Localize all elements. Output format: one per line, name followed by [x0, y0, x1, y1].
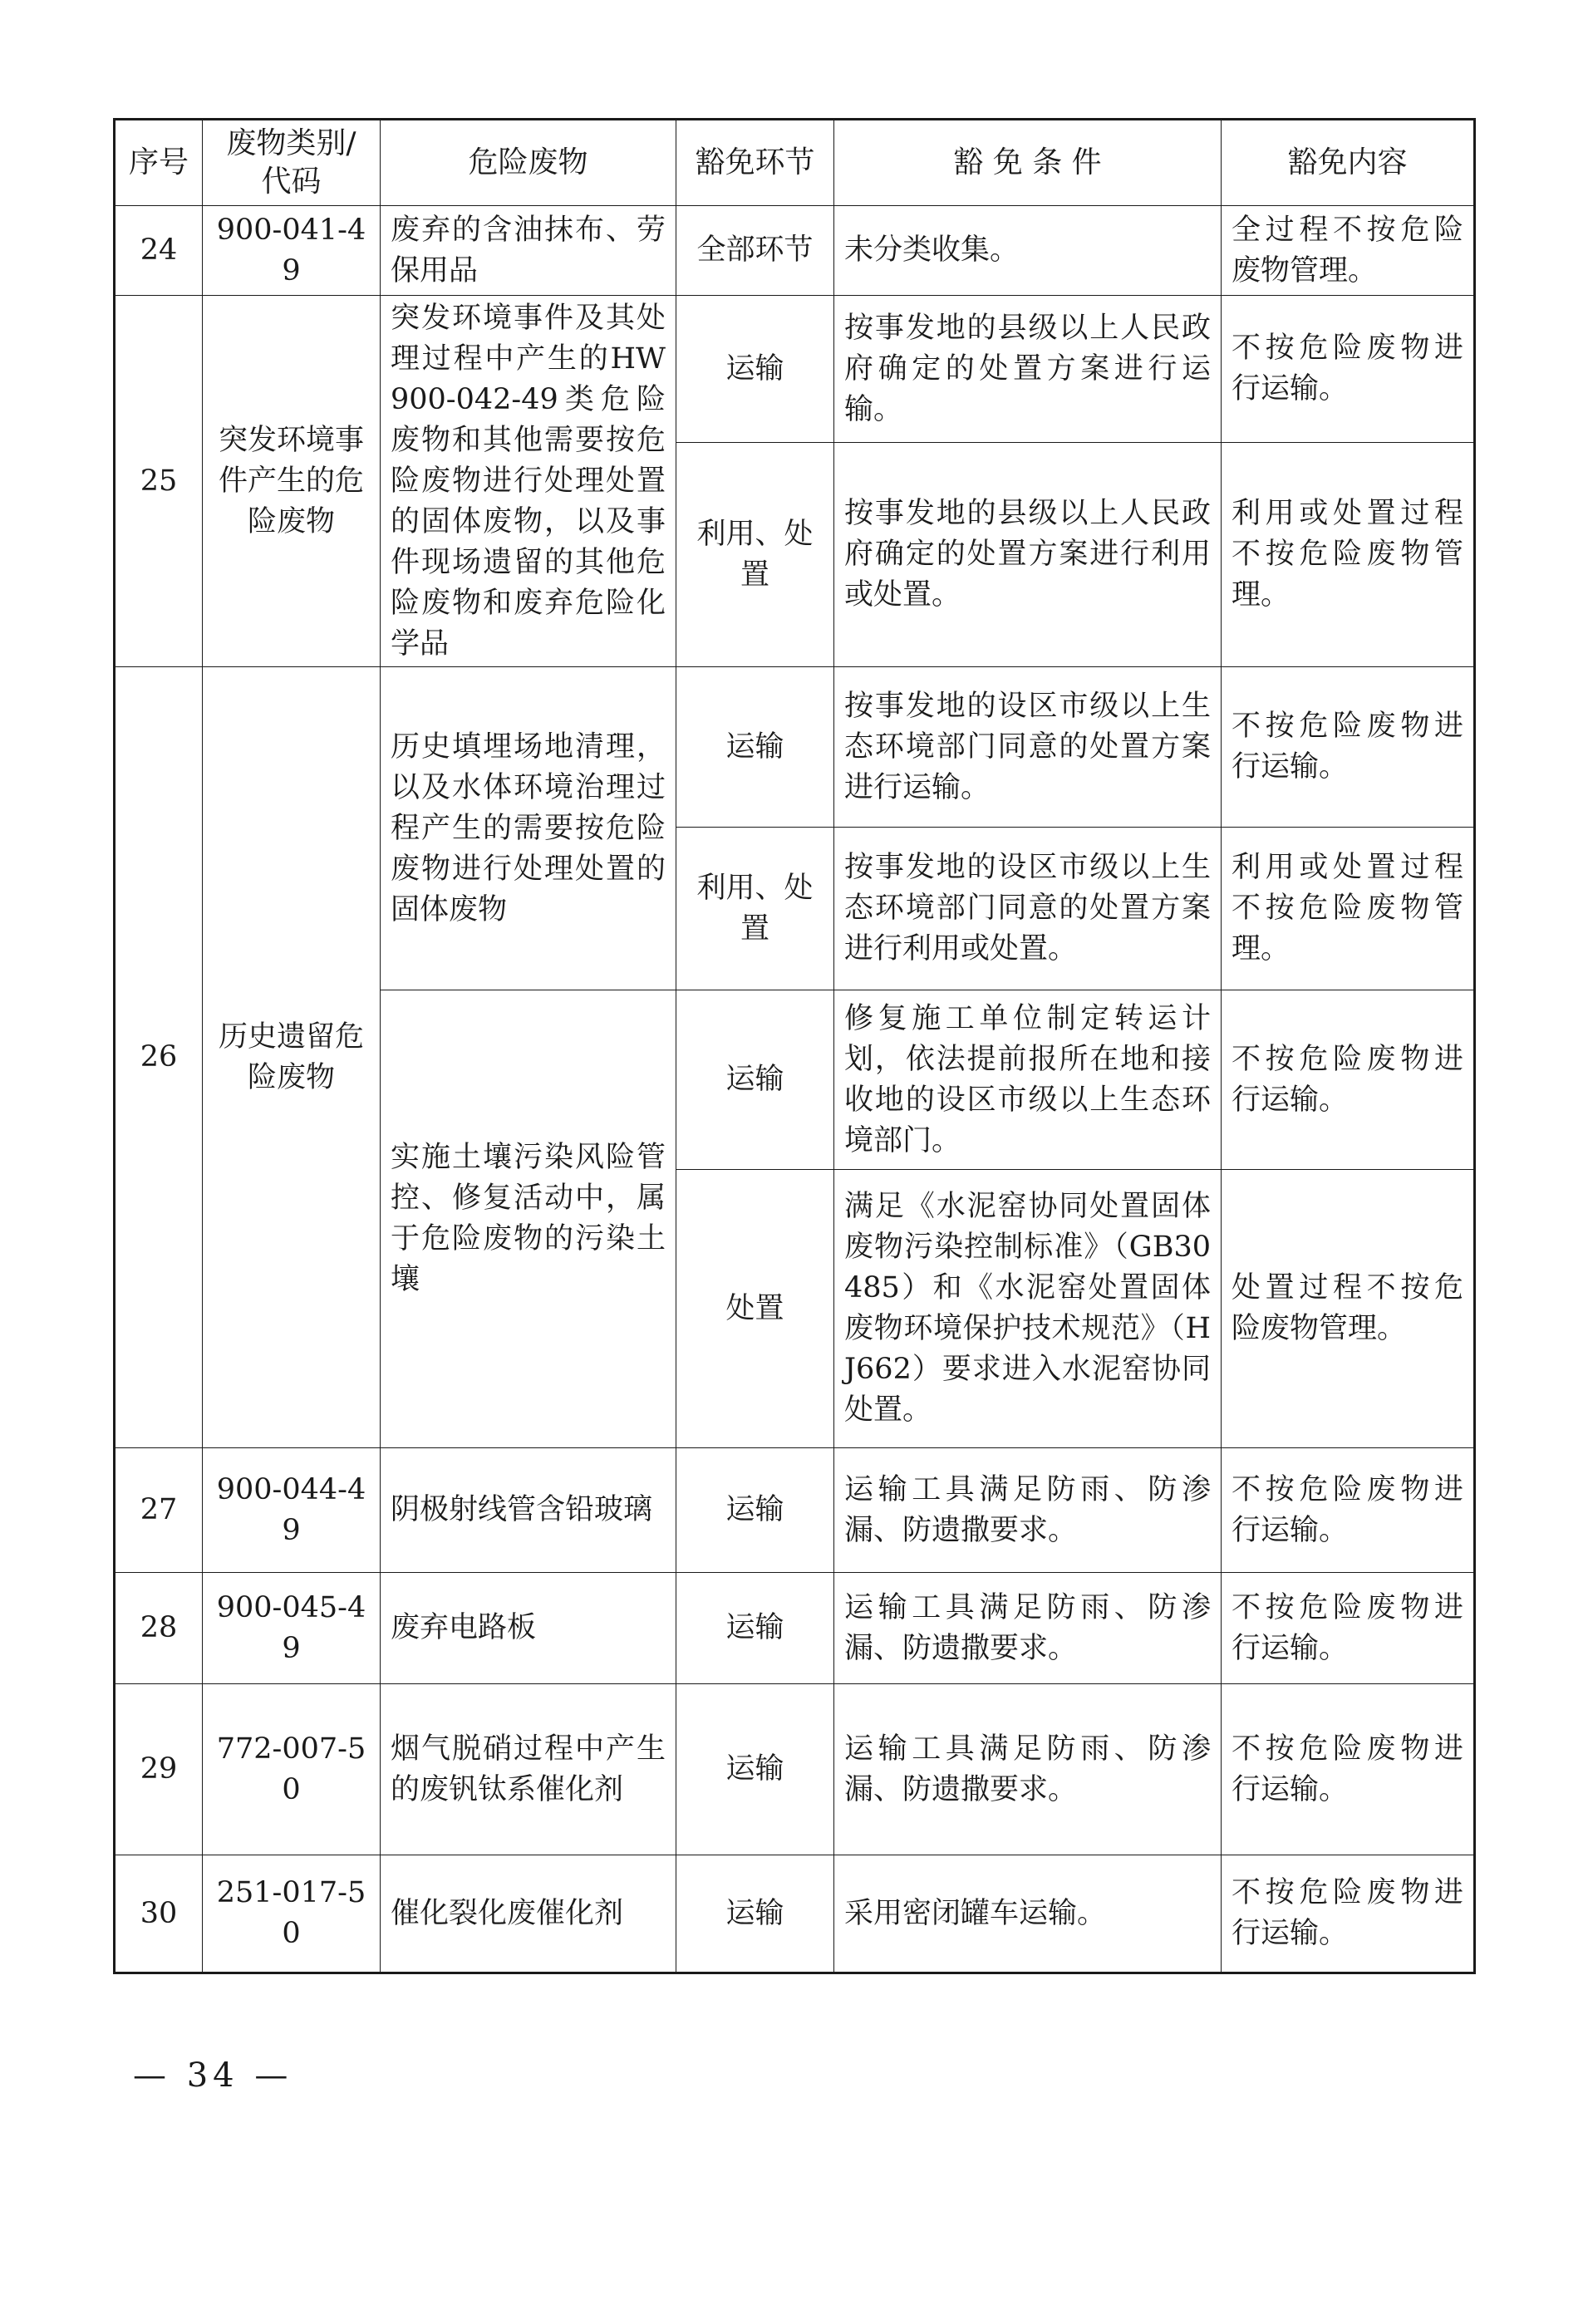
row-stage: 利用、处置 — [676, 828, 834, 990]
table-row — [115, 667, 1475, 828]
row-seq: 29 — [115, 1684, 203, 1855]
row-content: 利用或处置过程不按危险废物管理。 — [1222, 443, 1475, 667]
row-condition: 满足《水泥窑协同处置固体废物污染控制标准》（GB30485）和《水泥窑处置固体废物环境保护技术规范》（HJ662）要求进入水泥窑协同处置。 — [834, 1170, 1222, 1448]
row-condition: 按事发地的设区市级以上生态环境部门同意的处置方案进行运输。 — [834, 667, 1222, 828]
row-code: 772-007-50 — [203, 1684, 381, 1855]
row-waste: 催化裂化废催化剂 — [381, 1855, 676, 1973]
row-stage: 运输 — [676, 990, 834, 1170]
row-content: 利用或处置过程不按危险废物管理。 — [1222, 828, 1475, 990]
row-content: 不按危险废物进行运输。 — [1222, 1448, 1475, 1573]
row-waste: 突发环境事件及其处理过程中产生的HW900-042-49类危险废物和其他需要按危险废物进行处理处置的固体废物，以及事件现场遗留的其他危险废物和废弃危险化学品 — [381, 296, 676, 667]
row-waste: 废弃电路板 — [381, 1573, 676, 1684]
table-row — [115, 1448, 1475, 1573]
row-content: 不按危险废物进行运输。 — [1222, 667, 1475, 828]
row-seq: 25 — [115, 296, 203, 667]
row-stage: 运输 — [676, 296, 834, 443]
row-content: 处置过程不按危险废物管理。 — [1222, 1170, 1475, 1448]
row-content: 全过程不按危险废物管理。 — [1222, 206, 1475, 296]
row-stage: 运输 — [676, 1684, 834, 1855]
header-category: 废物类别/代码 — [203, 120, 381, 206]
row-condition: 按事发地的县级以上人民政府确定的处置方案进行运输。 — [834, 296, 1222, 443]
row-category: 突发环境事件产生的危险废物 — [203, 296, 381, 667]
row-seq: 26 — [115, 667, 203, 1448]
page-number: — 34 — — [133, 2056, 293, 2095]
row-content: 不按危险废物进行运输。 — [1222, 1855, 1475, 1973]
row-stage: 全部环节 — [676, 206, 834, 296]
row-code: 900-041-49 — [203, 206, 381, 296]
row-seq: 30 — [115, 1855, 203, 1973]
row-stage: 处置 — [676, 1170, 834, 1448]
row-waste: 历史填埋场地清理，以及水体环境治理过程产生的需要按危险废物进行处理处置的固体废物 — [381, 667, 676, 990]
row-waste: 实施土壤污染风险管控、修复活动中，属于危险废物的污染土壤 — [381, 990, 676, 1448]
table-row — [115, 1573, 1475, 1684]
row-stage: 运输 — [676, 1448, 834, 1573]
row-condition: 按事发地的设区市级以上生态环境部门同意的处置方案进行利用或处置。 — [834, 828, 1222, 990]
row-code: 251-017-50 — [203, 1855, 381, 1973]
row-category: 历史遗留危险废物 — [203, 667, 381, 1448]
row-content: 不按危险废物进行运输。 — [1222, 1684, 1475, 1855]
row-condition: 运输工具满足防雨、防渗漏、防遗撒要求。 — [834, 1573, 1222, 1684]
row-seq: 24 — [115, 206, 203, 296]
row-condition: 运输工具满足防雨、防渗漏、防遗撒要求。 — [834, 1448, 1222, 1573]
row-condition: 运输工具满足防雨、防渗漏、防遗撒要求。 — [834, 1684, 1222, 1855]
row-seq: 28 — [115, 1573, 203, 1684]
header-seq: 序号 — [115, 120, 203, 206]
row-content: 不按危险废物进行运输。 — [1222, 296, 1475, 443]
table-row — [115, 296, 1475, 443]
row-code: 900-045-49 — [203, 1573, 381, 1684]
row-content: 不按危险废物进行运输。 — [1222, 990, 1475, 1170]
row-condition: 采用密闭罐车运输。 — [834, 1855, 1222, 1973]
row-code: 900-044-49 — [203, 1448, 381, 1573]
row-waste: 阴极射线管含铅玻璃 — [381, 1448, 676, 1573]
row-content: 不按危险废物进行运输。 — [1222, 1573, 1475, 1684]
table-row — [115, 1855, 1475, 1973]
header-condition: 豁 免 条 件 — [834, 120, 1222, 206]
row-stage: 运输 — [676, 1855, 834, 1973]
row-condition: 修复施工单位制定转运计划，依法提前报所在地和接收地的设区市级以上生态环境部门。 — [834, 990, 1222, 1170]
header-stage: 豁免环节 — [676, 120, 834, 206]
exemption-table — [113, 118, 1476, 1974]
row-condition: 未分类收集。 — [834, 206, 1222, 296]
header-content: 豁免内容 — [1222, 120, 1475, 206]
row-stage: 利用、处置 — [676, 443, 834, 667]
table-row — [115, 1684, 1475, 1855]
row-condition: 按事发地的县级以上人民政府确定的处置方案进行利用或处置。 — [834, 443, 1222, 667]
row-waste: 烟气脱硝过程中产生的废钒钛系催化剂 — [381, 1684, 676, 1855]
row-seq: 27 — [115, 1448, 203, 1573]
header-waste: 危险废物 — [381, 120, 676, 206]
row-stage: 运输 — [676, 667, 834, 828]
table-header-row — [115, 120, 1475, 206]
row-stage: 运输 — [676, 1573, 834, 1684]
table-row — [115, 206, 1475, 296]
row-waste: 废弃的含油抹布、劳保用品 — [381, 206, 676, 296]
